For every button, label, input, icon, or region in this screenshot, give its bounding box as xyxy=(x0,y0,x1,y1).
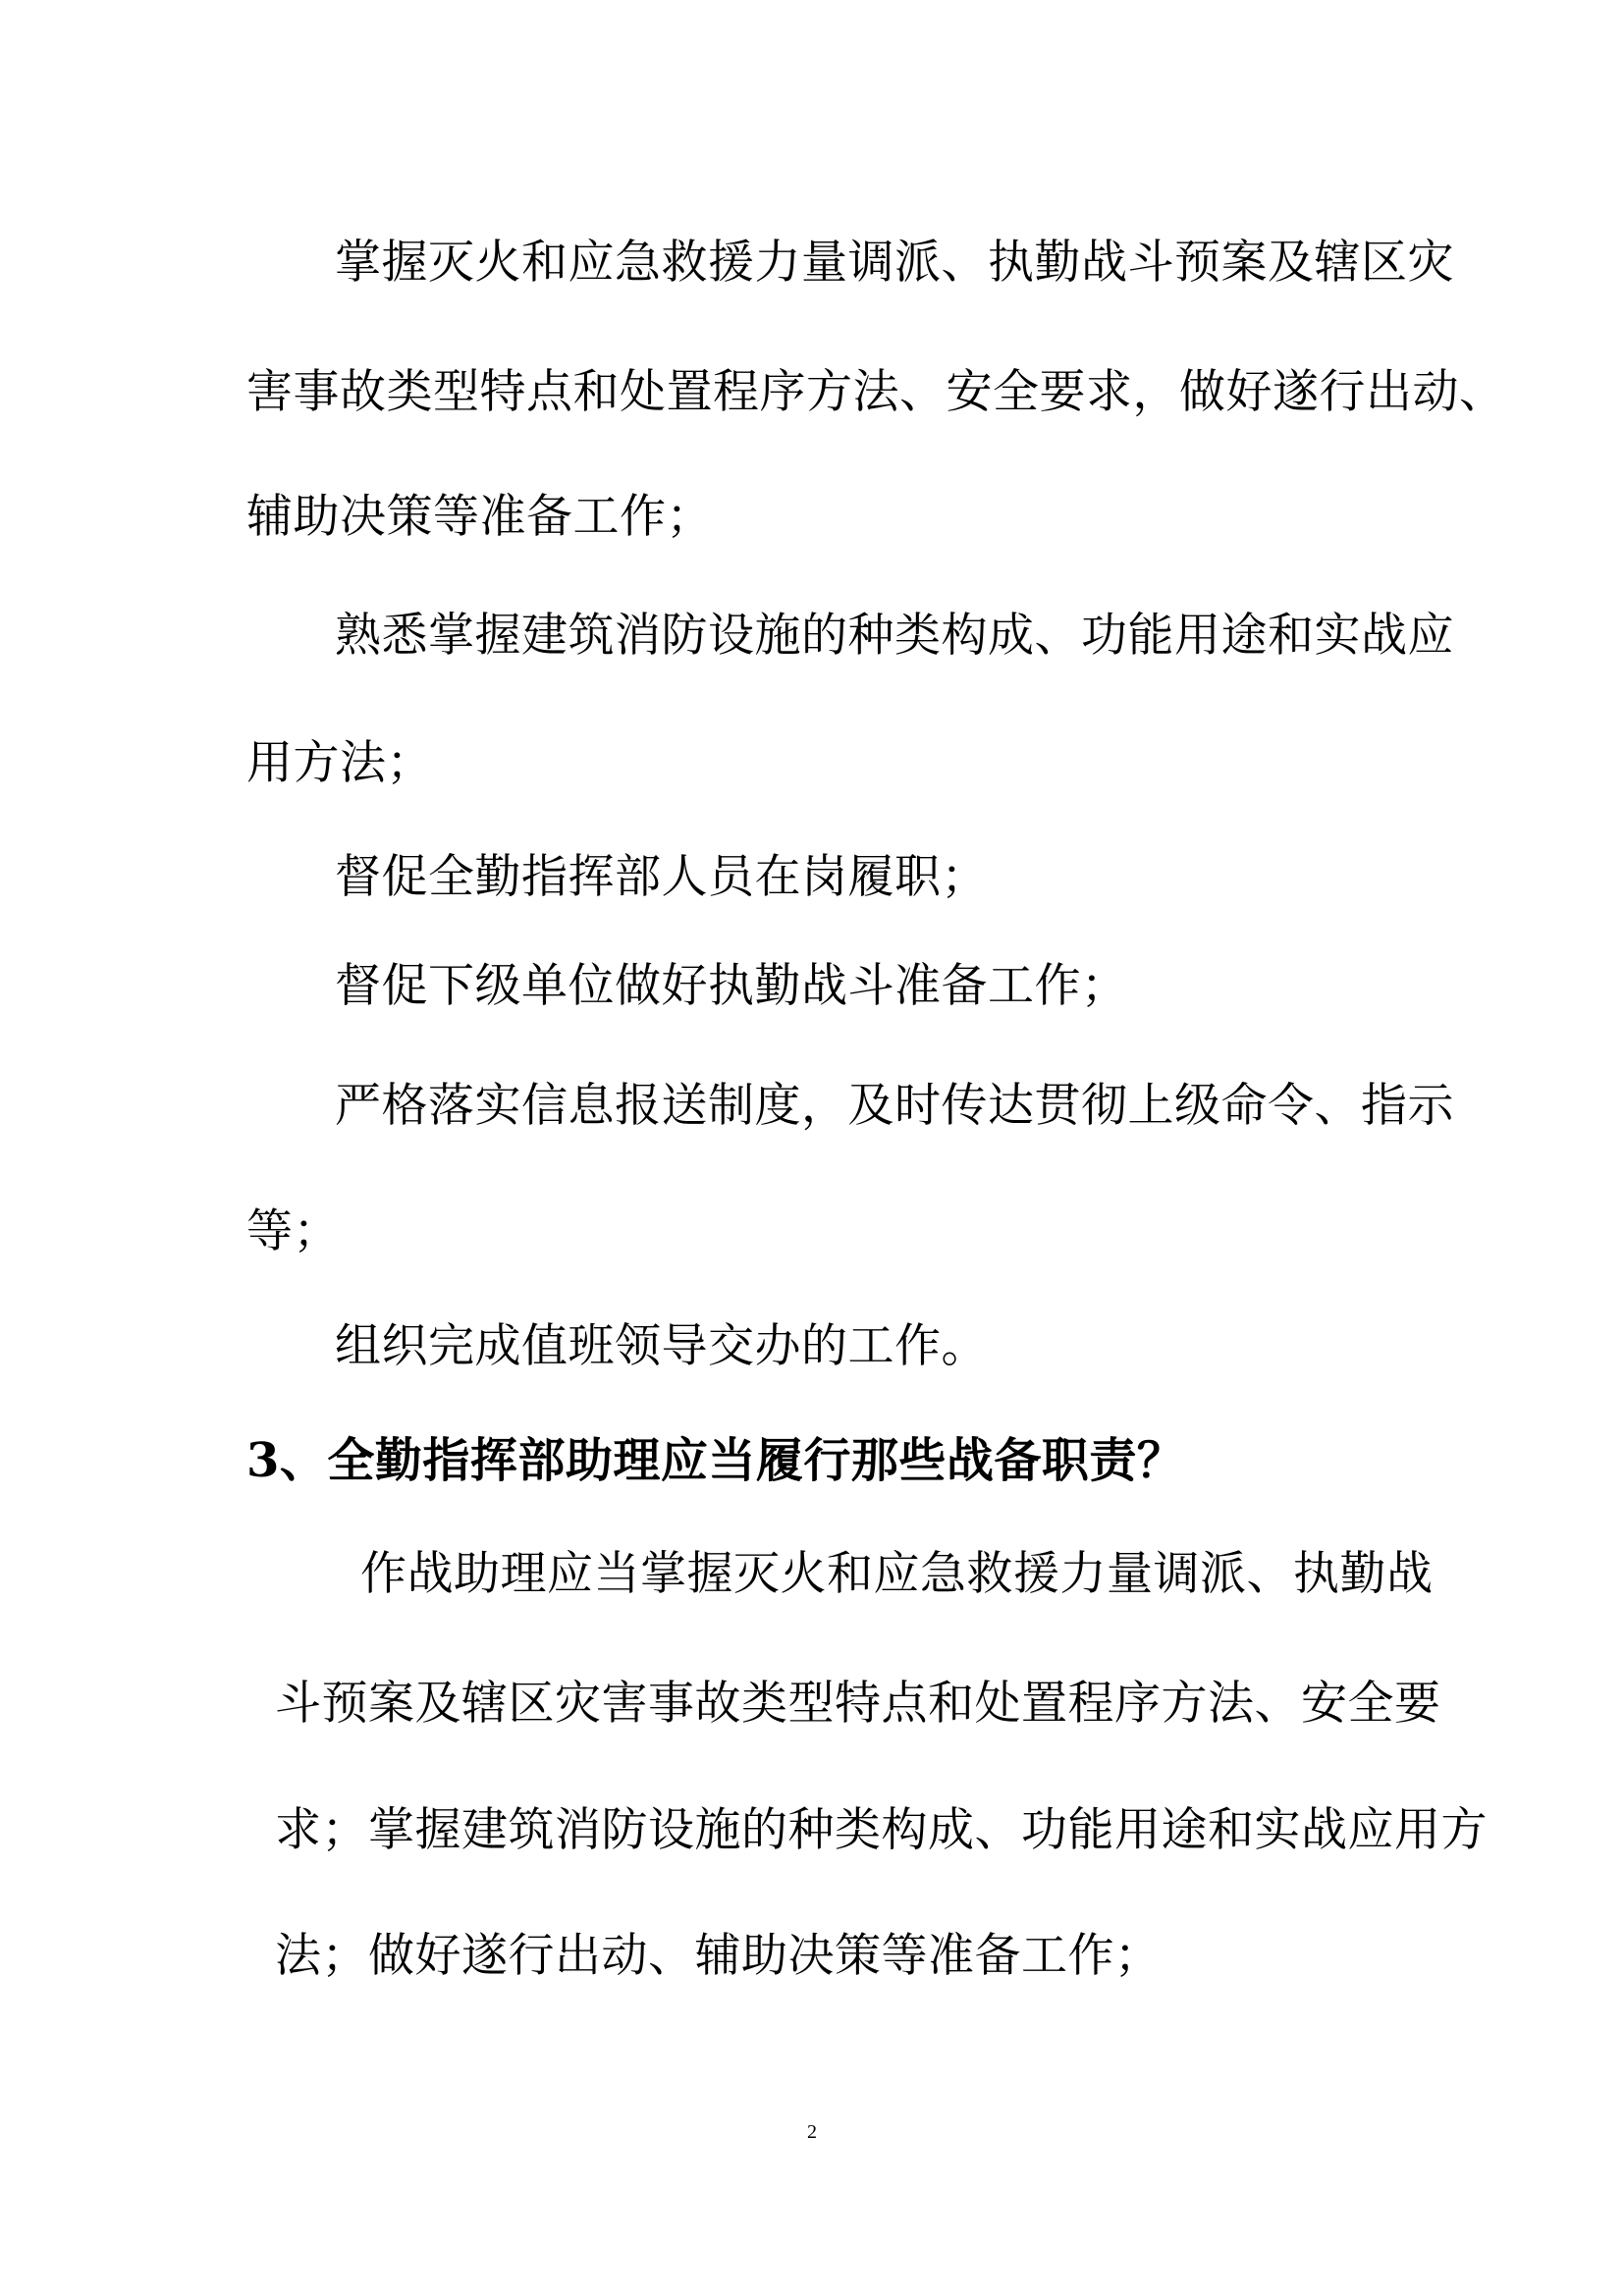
paragraph-line: 熟悉掌握建筑消防设施的种类构成、功能用途和实战应 xyxy=(335,609,1454,663)
paragraph-line: 用方法； xyxy=(246,736,433,790)
paragraph-line: 掌握灭火和应急救援力量调派、执勤战斗预案及辖区灾 xyxy=(335,236,1454,290)
paragraph-line: 督促全勤指挥部人员在岗履职； xyxy=(335,850,988,904)
paragraph-line: 法；做好遂行出动、辅助决策等准备工作； xyxy=(275,1929,1162,1983)
paragraph-line: 斗预案及辖区灾害事故类型特点和处置程序方法、安全要 xyxy=(275,1677,1441,1731)
paragraph-line: 作战助理应当掌握灭火和应急救援力量调派、执勤战 xyxy=(360,1547,1434,1601)
paragraph-line: 督促下级单位做好执勤战斗准备工作； xyxy=(335,959,1128,1013)
page-number: 2 xyxy=(807,2121,817,2143)
paragraph-line: 害事故类型特点和处置程序方法、安全要求，做好遂行出动、 xyxy=(246,365,1506,419)
paragraph-line: 辅助决策等准备工作； xyxy=(246,490,713,544)
paragraph-line: 严格落实信息报送制度，及时传达贯彻上级命令、指示 xyxy=(335,1079,1454,1133)
section-heading: 3、全勤指挥部助理应当履行那些战备职责？ xyxy=(246,1433,1185,1488)
paragraph-line: 等； xyxy=(246,1204,340,1258)
paragraph-line: 求；掌握建筑消防设施的种类构成、功能用途和实战应用方 xyxy=(275,1803,1488,1857)
paragraph-line: 组织完成值班领导交办的工作。 xyxy=(335,1319,988,1373)
